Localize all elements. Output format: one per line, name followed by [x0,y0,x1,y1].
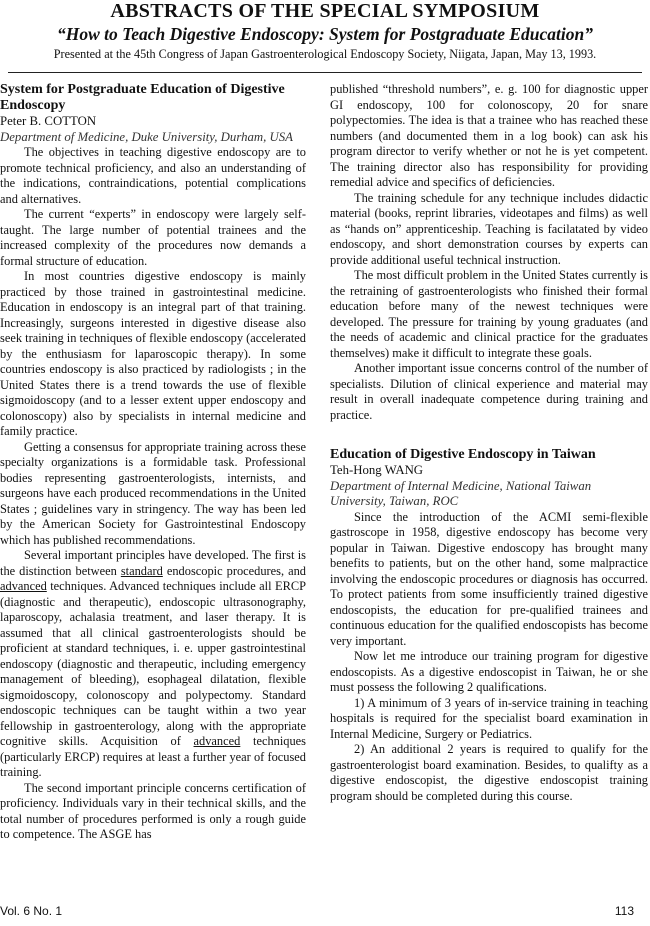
article1-paragraph: Another important issue concerns control of the number of specialists. Dilution of clinical experience and material may result in overall inadequate competence during training and practice. [330,361,648,422]
page-number: 113 [614,904,634,918]
article1-paragraph: The current “experts” in endoscopy were largely self-taught. The large number of potential trainees and the increased complexity of the procedures now demands a formal structure of education. [0,207,306,268]
symposium-subtitle: “How to Teach Digestive Endoscopy: System for Postgraduate Education” [56,24,593,44]
text-span: endoscopic procedures, and [162,563,307,578]
article2-affiliation: Department of Internal Medicine, National Taiwan University, Taiwan, ROC [330,478,592,508]
article1-paragraph [0,548,306,781]
article1-paragraph: In most countries digestive endoscopy is mainly practiced by those trained in gastrointestinal medicine. Education in endoscopy is an integral part of that training. Increasingly, surgeons interested in digestive disease also seek training in techniques of flexible endoscopy (accelerated by the enthusiasm for laparoscopic therapy). In some countries endoscopy is also practiced by radiologists ; in the United States there is a trend towards the use of flexible sigmoidoscopy (and to a lesser extent upper endoscopy and colonoscopy) also by specialists in internal medicine and family practice. [0,269,306,438]
text-span: techniques. Advanced techniques include all ERCP (diagnostic and therapeutic), endoscopic ultrasonography, laparoscopy, achalasia treatment, and laser therapy. It is assumed that all clinical gastroenterologists should be proficient at standard techniques, i. e. upper gastrointestinal endoscopy (diagnostic and therapeutic, including emergency management of bleeding), esophageal dilatation, flexible sigmoidoscopy, colonoscopy and polypectomy. Standard endoscopic techniques can be taught within a two year fellowship in gastroenterology, along with the appropriate cognitive skills. Acquisition of [0,579,306,748]
article1-paragraph-continued: published “threshold numbers”, e. g. 100 for diagnostic upper GI endoscopy, 100 for colonoscopy, 20 for snare polypectomies. The idea is that a trainee who has reached these numbers (and documented them in a log book) can ask his program director to verify whether or not he is yet competent. The training director also has responsibility for providing remedial advice and specifics of deficiencies. [330,82,648,189]
left-column [0,82,306,843]
article1-title: System for Postgraduate Education of Digestive Endoscopy [0,82,285,113]
right-column [330,82,648,804]
article2-paragraph: 1) A minimum of 3 years of in-service training in teaching hospitals is required for the specialist board examination in Internal Medicine, Surgery or Pediatrics. [330,695,648,741]
header-rule [8,72,642,73]
presentation-note: Presented at the 45th Congress of Japan Gastroenterological Endoscopy Society, Niigata, Japan, May 13, 1993. [53,47,597,61]
text-span: Several important principles have developed. The first is the distinction between [0,548,306,578]
article2-author: Teh-Hong WANG [330,463,424,477]
article1-paragraph: The training schedule for any technique includes didactic material (books, reprint libraries, videotapes and films) as well as “hands on” apprenticeship. Teaching is facilatated by video endoscopy, and short demonstration courses by experts can provide additional useful technical instruction. [330,190,648,267]
article2-title: Education of Digestive Endoscopy in Taiwan [330,447,596,462]
article1-paragraph: The most difficult problem in the United States currently is the retraining of gastroenterologists who finished their formal education before many of the newest techniques were developed. The pressure for training by young graduates (and the needs of academic and clinical practice for the graduates themselves) make it difficult to integrate these goals. [330,268,648,360]
underlined-advanced: advanced [0,579,47,593]
underlined-standard: standard [120,563,163,578]
article2-paragraph: 2) An additional 2 years is required to qualify for the gastroenterologist board examination. Besides, to qualifty as a digestive endoscopist, the digestive endoscopist training program should be completed during this course. [330,742,648,803]
journal-volume: Vol. 6 No. 1 [0,904,63,918]
page-header [0,0,650,62]
section-gap [330,423,648,447]
symposium-title: ABSTRACTS OF THE SPECIAL SYMPOSIUM [110,0,540,22]
text-span: techniques (particularly ERCP) requires at least a further year of focused training. [0,734,306,779]
underlined-advanced: advanced [193,734,241,748]
article1-paragraph: The objectives in teaching digestive endoscopy are to promote technical proficiency, and also an understanding of the indications, contraindications, potential complications and alternatives. [0,145,306,206]
article1-affiliation: Department of Medicine, Duke University, Durham, USA [0,129,293,144]
article1-paragraph: Getting a consensus for appropriate training across these specialty organizations is a formidable task. Professional bodies representing gastroenterologists, internists, and surgeons have each produced recommendations in the United States ; guidelines vary in stringency. The way has been led by the American Society for Gastrointestinal Endoscopy which has published recommendations. [0,439,306,547]
article2-paragraph: Now let me introduce our training program for digestive endoscopists. As a digestive endoscopist in Taiwan, he or she must possess the following 2 qualifications. [330,649,648,694]
article1-paragraph: The second important principle concerns certification of proficiency. Individuals vary in their technical skills, and the total number of procedures performed is only a rough guide to competence. The ASGE has [0,780,306,841]
article2-paragraph: Since the introduction of the ACMI semi-flexible gastroscope in 1958, digestive endoscopy has become very popular in Taiwan. Digestive endoscopy has brought many benefits to patients, but on the other hand, some malpractice involving the endoscopic procedures or diagnosis has occurred. To protect patients from some insufficiently trained digestive endoscopists, the education for pre-qualified trainees and continuous education for the qualified endoscopists has become very important. [330,509,648,648]
article1-author: Peter B. COTTON [0,114,97,128]
